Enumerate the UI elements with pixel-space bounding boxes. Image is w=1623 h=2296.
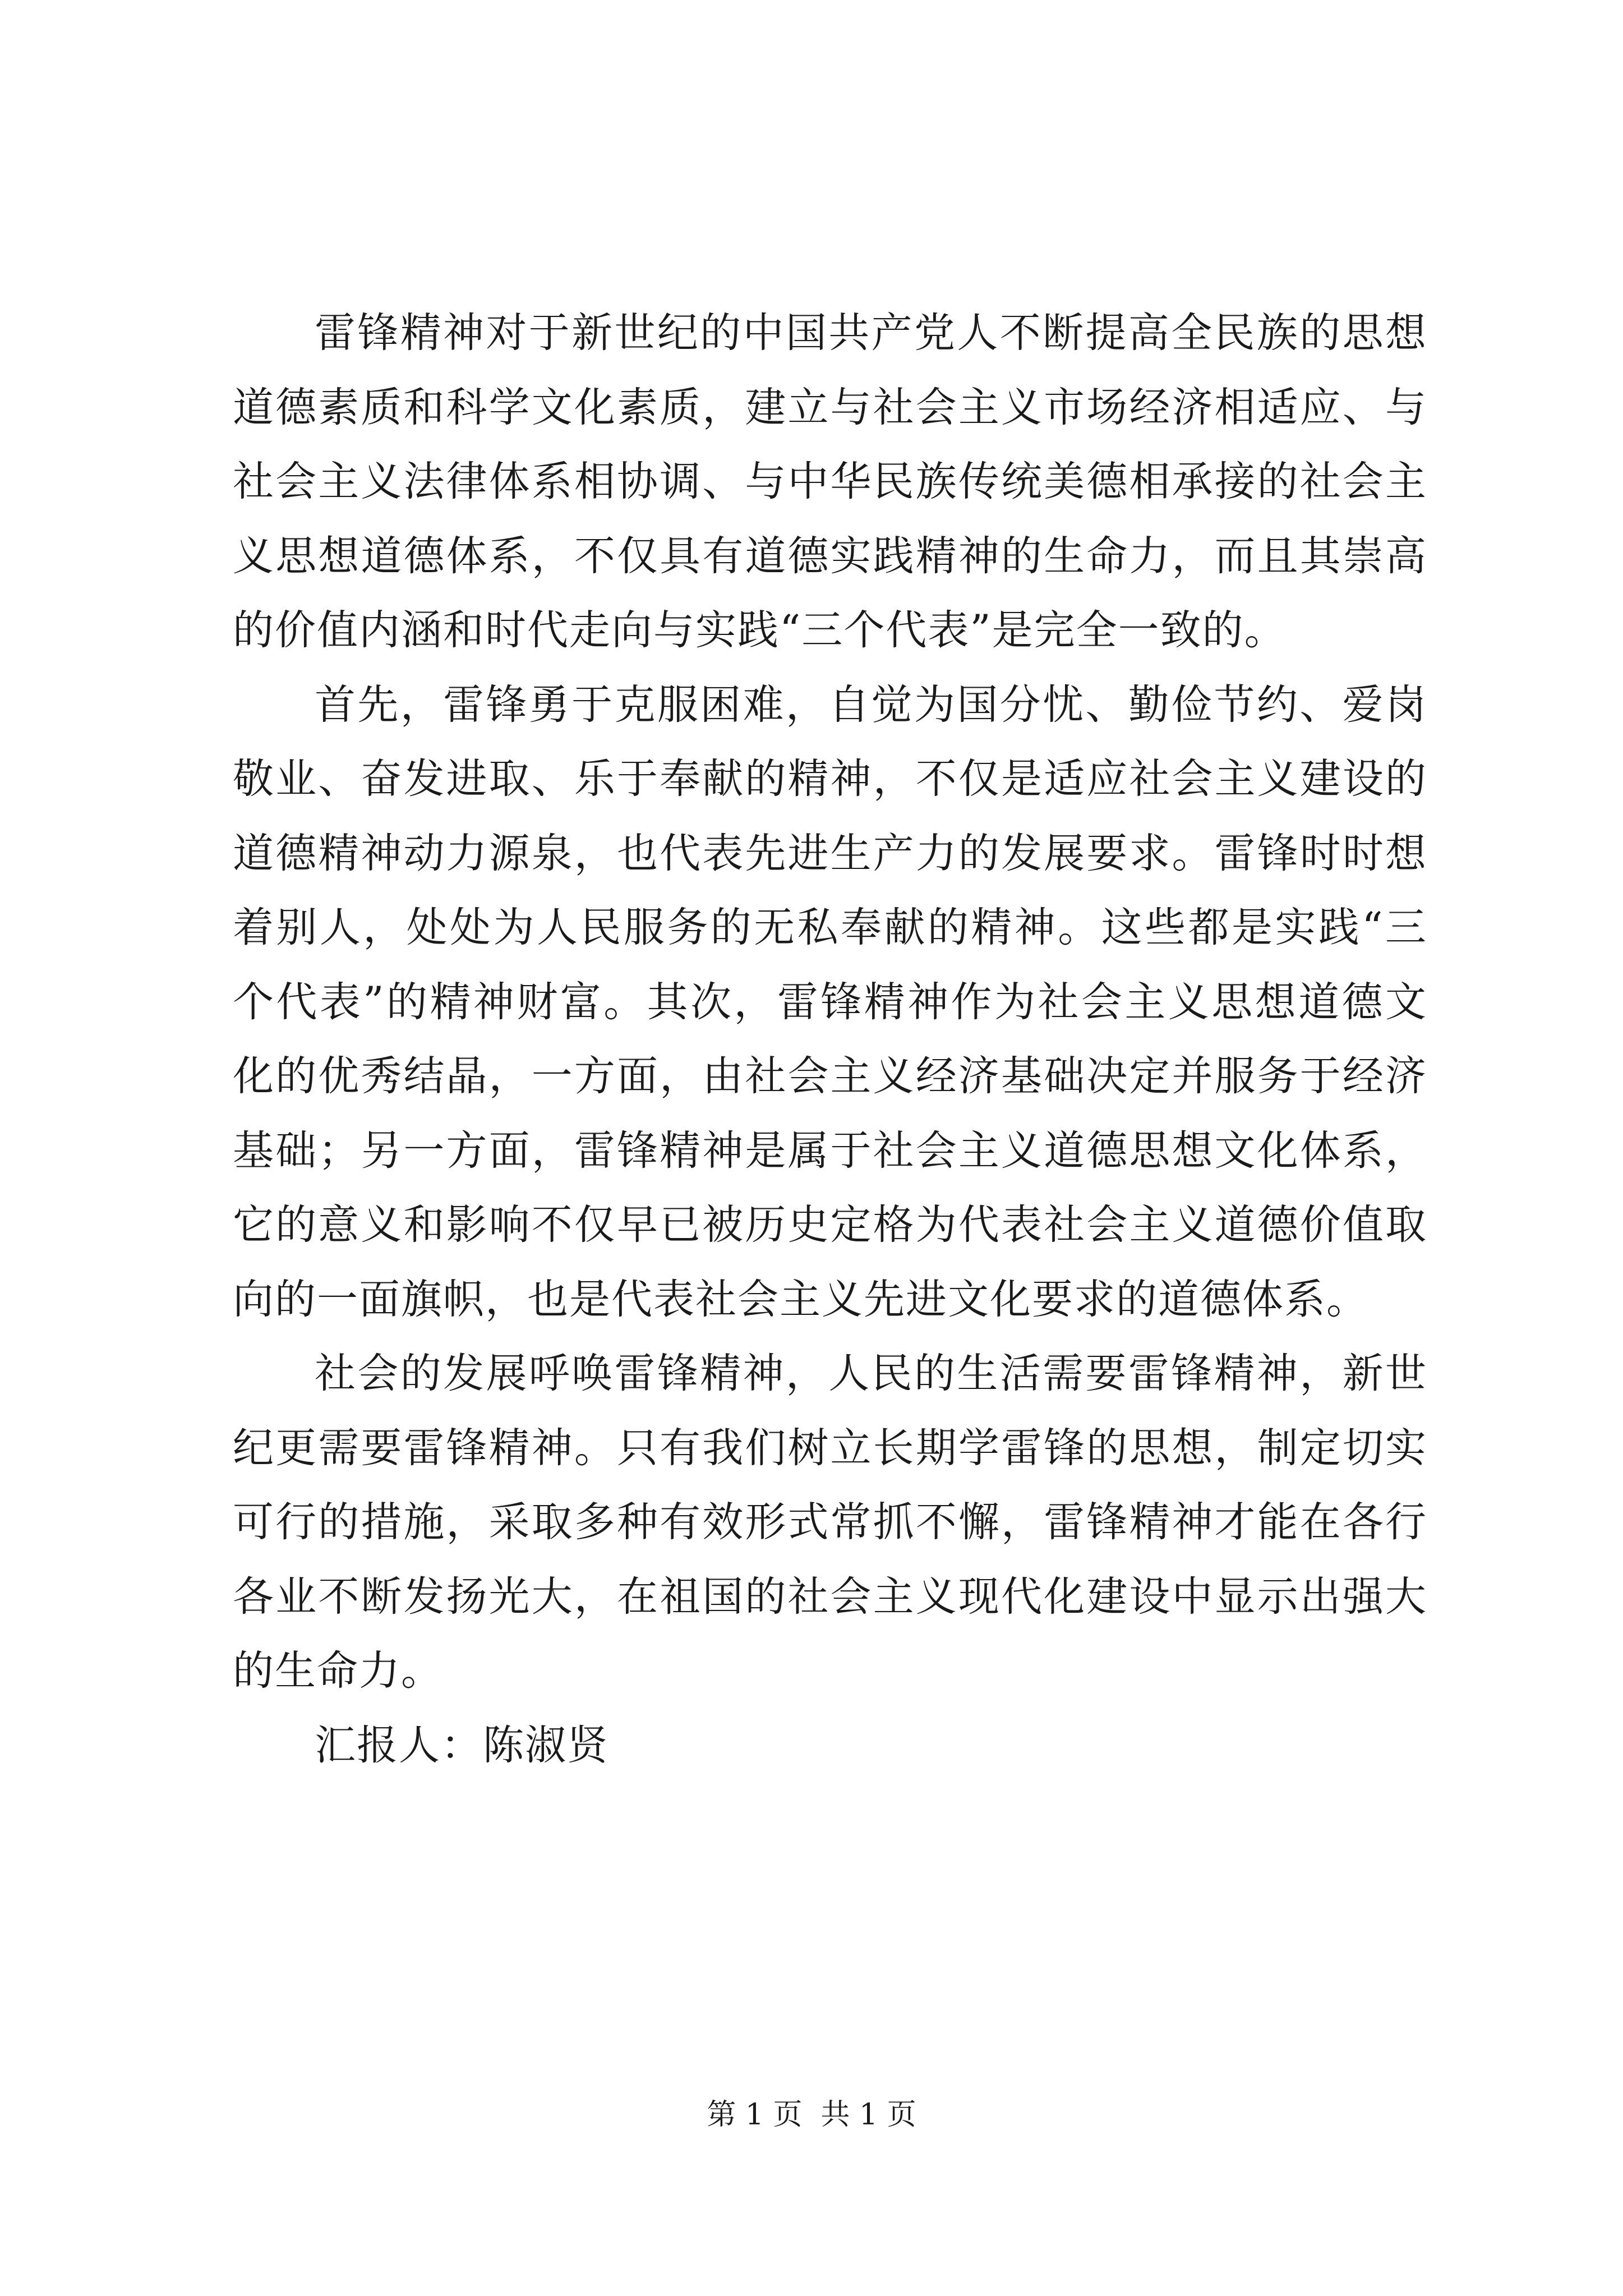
reporter-signature: 汇报人：陈淑贤 <box>315 1721 609 1769</box>
paragraph-2: 首先，雷锋勇于克服困难，自觉为国分忧、勤俭节约、爱岗敬业、奋发进取、乐于奉献的精神，不仅是适应社会主义建设的道德精神动力源泉，也代表先进生产力的发展要求。雷锋时时想着别人，处处为人民服务的无私奉献的精神。这些都是实践“三个代表”的精神财富。其次，雷锋精神作为社会主义思想道德文化的优秀结晶，一方面，由社会主义经济基础决定并服务于经济基础；另一方面，雷锋精神是属于社会主义道德思想文化体系，它的意义和影响不仅早已被历史定格为代表社会主义道德价值取向的一面旗帜，也是代表社会主义先进文化要求的道德体系。 <box>233 680 1427 1323</box>
paragraph-1: 雷锋精神对于新世纪的中国共产党人不断提高全民族的思想道德素质和科学文化素质，建立与社会主义市场经济相适应、与社会主义法律体系相协调、与中华民族传统美德相承接的社会主义思想道德体系，不仅具有道德实践精神的生命力，而且其崇高的价值内涵和时代走向与实践“三个代表”是完全一致的。 <box>233 309 1427 654</box>
paragraph-3: 社会的发展呼唤雷锋精神，人民的生活需要雷锋精神，新世纪更需要雷锋精神。只有我们树立长期学雷锋的思想，制定切实可行的措施，采取多种有效形式常抓不懈，雷锋精神才能在各行各业不断发扬光大，在祖国的社会主义现代化建设中显示出强大的生命力。 <box>233 1350 1427 1695</box>
page-number: 第 1 页 共 1 页 <box>707 2098 916 2132</box>
document-body <box>233 296 1427 1783</box>
page-footer <box>0 2098 1623 2132</box>
